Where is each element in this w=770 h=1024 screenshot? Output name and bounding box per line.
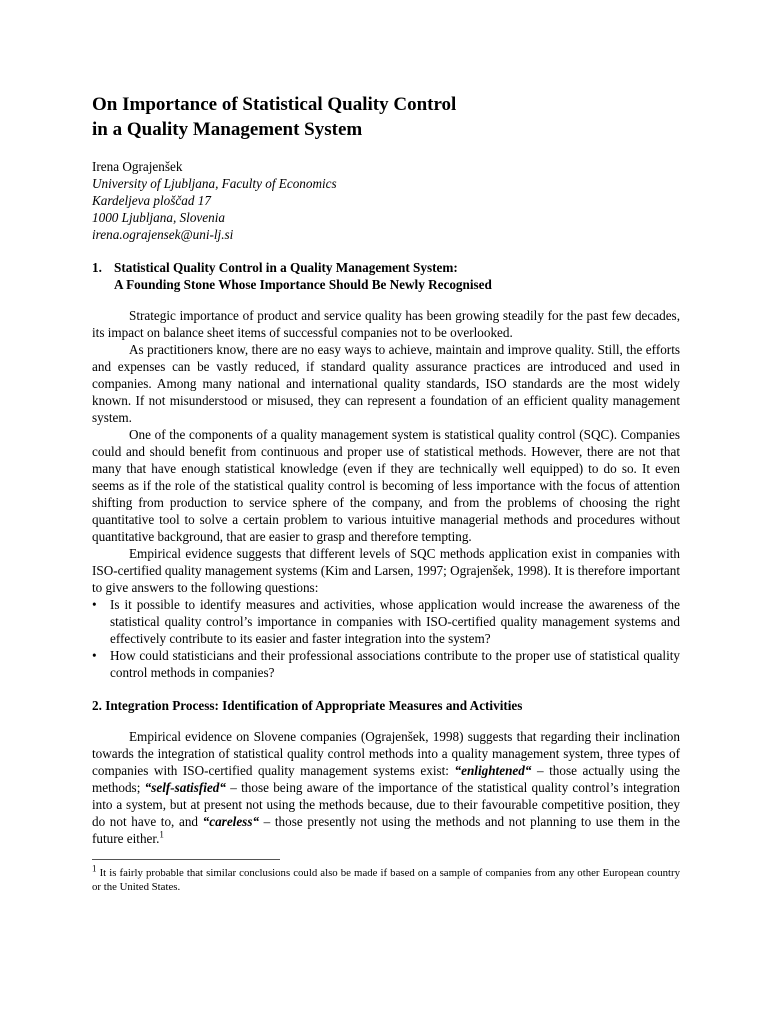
title-line-2: in a Quality Management System [92, 119, 363, 140]
section-1-heading-line-1: Statistical Quality Control in a Quality Management System: [114, 260, 458, 275]
section-2-heading: 2. Integration Process: Identification of Appropriate Measures and Activities [92, 698, 523, 713]
author-block [92, 158, 680, 243]
author-name: Irena Ograjenšek [92, 159, 183, 174]
author-affiliation: University of Ljubljana, Faculty of Economics [92, 176, 337, 191]
footnote-text: It is fairly probable that similar conclusions could also be made if based on a sample of companies from any other European country or the United States. [92, 867, 680, 893]
paragraph-text: – those actually using the methods; [92, 763, 680, 795]
section-1-heading [92, 259, 680, 293]
paragraph-text: – those being aware of the importance of the statistical quality control’s integration into a system, but at present not using the methods because, due to their favourable competitive position, they do not have to, and [92, 780, 680, 829]
section-2-body [92, 728, 680, 847]
paragraph: Strategic importance of product and service quality has been growing steadily for the past few decades, its impact on balance sheet items of successful companies not to be overlooked. [92, 308, 680, 340]
section-1-body [92, 307, 680, 681]
footnote-reference: 1 [159, 829, 164, 840]
title-line-1: On Importance of Statistical Quality Control [92, 94, 457, 115]
list-item-text: How could statisticians and their professional associations contribute to the proper use of statistical quality control methods in companies? [110, 648, 680, 680]
paragraph: As practitioners know, there are no easy ways to achieve, maintain and improve quality. Still, the efforts and expenses can be vastly reduced, if standard quality assurance practices are introduced and used in companies. Among many national and international quality standards, ISO standards are the most widely known. If not misunderstood or misused, they can represent a foundation of an efficient quality management system. [92, 342, 680, 425]
list-item-text: Is it possible to identify measures and activities, whose application would increase the awareness of the statistical quality control’s importance in companies with ISO-certified quality management systems and effectively contribute to its easier and faster integration into the system? [110, 597, 680, 646]
paper-title [92, 92, 680, 142]
footnote-divider [92, 859, 280, 860]
term-enlightened: “enlightened“ [454, 763, 532, 778]
paragraph [92, 728, 680, 847]
bullet-icon: • [92, 648, 97, 663]
author-street: Kardeljeva ploščad 17 [92, 193, 211, 208]
question-list [92, 596, 680, 681]
paragraph-text: – those presently not using the methods and not planning to use them in the future either. [92, 814, 680, 846]
section-1-number: 1. [92, 260, 102, 275]
bullet-icon: • [92, 597, 97, 612]
footnote [92, 863, 680, 894]
author-city: 1000 Ljubljana, Slovenia [92, 210, 225, 225]
term-careless: “careless“ [202, 814, 260, 829]
author-email: irena.ograjensek@uni-lj.si [92, 227, 234, 242]
term-self-satisfied: “self-satisfied“ [144, 780, 226, 795]
list-item [92, 596, 680, 647]
footnote-mark: 1 [92, 863, 97, 874]
document-page [92, 92, 680, 894]
paragraph: Empirical evidence suggests that different levels of SQC methods application exist in companies with ISO-certified quality management systems (Kim and Larsen, 1997; Ograjenšek, 1998). It is therefore important to give answers to the following questions: [92, 546, 680, 595]
section-1-heading-line-2: A Founding Stone Whose Importance Should Be Newly Recognised [114, 277, 492, 292]
paragraph: One of the components of a quality management system is statistical quality control (SQC). Companies could and should benefit from continuous and proper use of statistical methods. However, there are not that many that have enough statistical knowledge (even if they are technically well equipped) to do so. It even seems as if the role of the statistical quality control is becoming of less importance with the focus of attention shifting from production to service sphere of the company, and from the problems of choosing the right quantitative tool to solve a certain problem to various intuitive managerial methods and procedures without quantitative background, that are easier to grasp and therefore tempting. [92, 427, 680, 544]
paragraph-text: Empirical evidence on Slovene companies (Ograjenšek, 1998) suggests that regarding their inclination towards the integration of statistical quality control methods into a quality management system, three types of companies with ISO-certified quality management systems exist: [92, 729, 680, 778]
list-item [92, 647, 680, 681]
